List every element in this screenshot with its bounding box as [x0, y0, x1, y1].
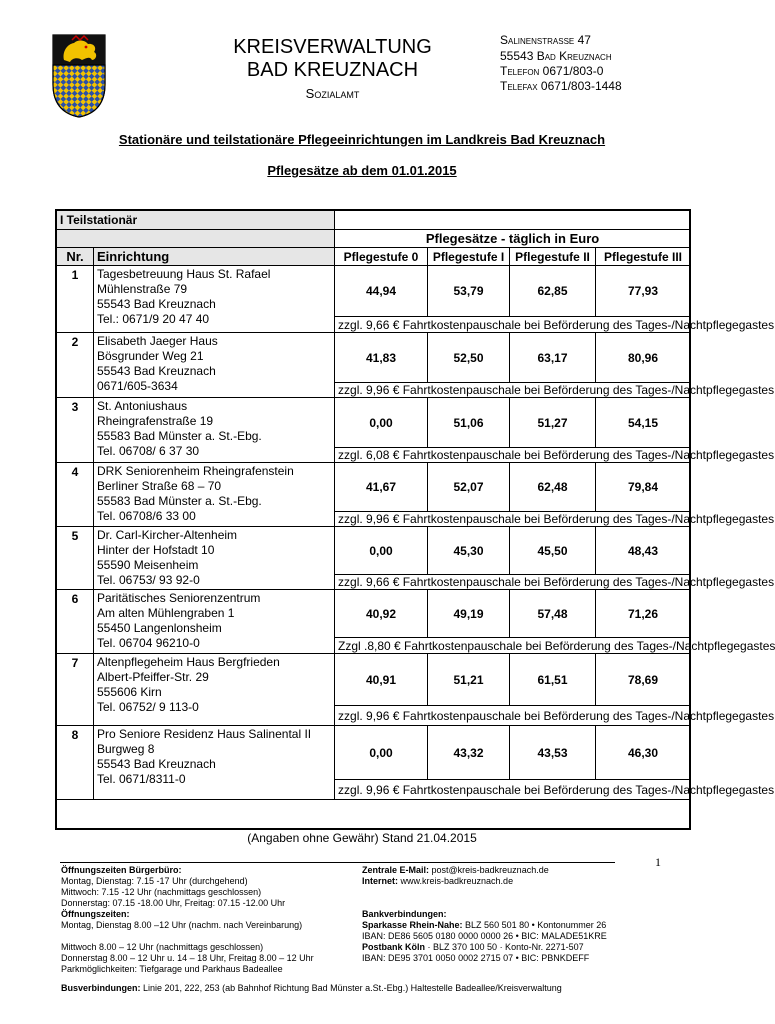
rate-stufe-3: 71,26 [596, 590, 691, 638]
footer-right-text: IBAN: DE86 5605 0180 0000 0000 26 • BIC: MALADE51KRE [362, 931, 607, 941]
department-name: Sozialamt [305, 86, 360, 101]
column-header-stufe-0: Pflegestufe 0 [335, 248, 428, 266]
facility-line: Berliner Straße 68 – 70 [97, 479, 222, 493]
footer-right-label: Zentrale E-Mail: [362, 865, 432, 875]
facility-line: Mühlenstraße 79 [97, 282, 188, 296]
facility-cell [94, 590, 335, 654]
table-row [57, 333, 691, 383]
rate-stufe-1: 49,19 [428, 590, 510, 638]
footer-contact-bank [362, 865, 662, 964]
rate-stufe-0: 0,00 [335, 527, 428, 575]
rate-stufe-2: 43,53 [510, 726, 596, 780]
facility-line: Tel. 06753/ 93 92-0 [97, 573, 200, 587]
facility-line: 0671/605-3634 [97, 379, 178, 393]
address-street: Salinenstraße 47 [500, 33, 591, 47]
footer-right-line [362, 865, 662, 876]
column-header-stufe-3: Pflegestufe III [596, 248, 691, 266]
column-header-nr: Nr. [57, 248, 94, 266]
transport-surcharge-note: zzgl. 9,96 € Fahrtkostenpauschale bei Beförderung des Tages-/Nachtpflegegastes [335, 706, 691, 726]
rate-stufe-3: 79,84 [596, 463, 691, 512]
row-number: 4 [57, 463, 94, 527]
page-number: 1 [655, 855, 661, 869]
authority-city: BAD KREUZNACH [246, 59, 419, 81]
rate-stufe-2: 62,85 [510, 266, 596, 317]
facility-line: Tel. 0671/8311-0 [97, 772, 186, 786]
footer-right-line [362, 920, 662, 931]
footer-right-line [362, 942, 662, 953]
row-number: 6 [57, 590, 94, 654]
rate-stufe-3: 54,15 [596, 398, 691, 448]
authority-name: KREISVERWALTUNG [233, 36, 432, 58]
facility-line: 55450 Langenlonsheim [97, 621, 222, 635]
rate-stufe-0: 40,92 [335, 590, 428, 638]
bus-label: Busverbindungen: [61, 983, 141, 993]
rates-group-header: Pflegesätze - täglich in Euro [335, 230, 691, 248]
rate-stufe-0: 0,00 [335, 726, 428, 780]
facility-line: Tel. 06752/ 9 113-0 [97, 700, 199, 714]
footer-left-line: Mittwoch 8.00 – 12 Uhr (nachmittags geschlossen) [61, 942, 264, 952]
rate-stufe-2: 57,48 [510, 590, 596, 638]
facility-line: Tel. 06708/ 6 37 30 [97, 444, 200, 458]
rate-stufe-3: 77,93 [596, 266, 691, 317]
footer-right-label: Sparkasse Rhein-Nahe: [362, 920, 466, 930]
footer-right-text: · BLZ 370 100 50 · Konto-Nr. 2271-507 [427, 942, 584, 952]
footer-left-line: Montag, Dienstag 8.00 –12 Uhr (nachm. nach Vereinbarung) [61, 920, 303, 930]
rate-stufe-1: 43,32 [428, 726, 510, 780]
facility-line: Rheingrafenstraße 19 [97, 414, 214, 428]
column-header-stufe-1: Pflegestufe I [428, 248, 510, 266]
rate-stufe-3: 46,30 [596, 726, 691, 780]
rate-stufe-0: 44,94 [335, 266, 428, 317]
transport-surcharge-note: zzgl. 6,08 € Fahrtkostenpauschale bei Beförderung des Tages-/Nachtpflegegastes [335, 448, 691, 463]
footer-right-line [362, 876, 662, 887]
facility-line: 55583 Bad Münster a. St.-Ebg. [97, 494, 262, 508]
facility-line: Dr. Carl-Kircher-Altenheim [97, 528, 238, 542]
footer-right-text: IBAN: DE95 3701 0050 0002 2715 07 • BIC: PBNKDEFF [362, 953, 590, 963]
footer-right-label: Postbank Köln [362, 942, 428, 952]
facility-line: 55583 Bad Münster a. St.-Ebg. [97, 429, 262, 443]
column-header-stufe-2: Pflegestufe II [510, 248, 596, 266]
rate-stufe-0: 0,00 [335, 398, 428, 448]
rate-stufe-2: 63,17 [510, 333, 596, 383]
facility-line: 55543 Bad Kreuznach [97, 757, 216, 771]
facility-line: Tel. 06704 96210-0 [97, 636, 200, 650]
facility-line: 555606 Kirn [97, 685, 162, 699]
table-row [57, 266, 691, 317]
table-row [57, 590, 691, 638]
facility-line: Burgweg 8 [97, 742, 155, 756]
address-fax: Telefax 0671/803-1448 [500, 79, 622, 93]
footer-left-line: Donnerstag: 07.15 -18.00 Uhr, Freitag: 07.15 -12.00 Uhr [61, 898, 286, 908]
facility-cell [94, 654, 335, 726]
row-number: 7 [57, 654, 94, 726]
facility-cell [94, 266, 335, 333]
table-row [57, 463, 691, 512]
rate-stufe-0: 41,83 [335, 333, 428, 383]
footer-bus [61, 983, 562, 994]
row-number: 5 [57, 527, 94, 590]
facility-line: Am alten Mühlengraben 1 [97, 606, 235, 620]
transport-surcharge-note: zzgl. 9,66 € Fahrtkostenpauschale bei Beförderung des Tages-/Nachtpflegegastes [335, 575, 691, 590]
rate-stufe-3: 48,43 [596, 527, 691, 575]
facility-cell [94, 726, 335, 800]
transport-surcharge-note: zzgl. 9,96 € Fahrtkostenpauschale bei Beförderung des Tages-/Nachtpflegegastes [335, 780, 691, 800]
transport-surcharge-note: zzgl. 9,96 € Fahrtkostenpauschale bei Beförderung des Tages-/Nachtpflegegastes [335, 383, 691, 398]
footer-right-line [362, 898, 662, 909]
header-spacer [57, 230, 335, 248]
table-row [57, 726, 691, 780]
rate-stufe-2: 45,50 [510, 527, 596, 575]
footer-left-line: Donnerstag 8.00 – 12 Uhr u. 14 – 18 Uhr, Freitag 8.00 – 12 Uhr [61, 953, 314, 963]
facility-line: Albert-Pfeiffer-Str. 29 [97, 670, 209, 684]
column-header-einrichtung: Einrichtung [94, 248, 335, 266]
facility-line: Tel.: 0671/9 20 47 40 [97, 312, 210, 326]
facility-line: Altenpflegeheim Haus Bergfrieden [97, 655, 280, 669]
footer-opening-hours [61, 865, 361, 975]
footer-right-line [362, 887, 662, 898]
footer-left-line: Mittwoch: 7.15 -12 Uhr (nachmittags geschlossen) [61, 887, 262, 897]
rate-stufe-1: 45,30 [428, 527, 510, 575]
facility-line: St. Antoniushaus [97, 399, 188, 413]
rate-stufe-1: 53,79 [428, 266, 510, 317]
row-number: 2 [57, 333, 94, 398]
coat-of-arms-logo [52, 34, 106, 118]
footer-left-line [61, 931, 361, 942]
document-subtitle: Pflegesätze ab dem 01.01.2015 [267, 163, 457, 178]
section-header-spacer [335, 211, 691, 230]
row-number: 1 [57, 266, 94, 333]
footer-right-line [362, 931, 662, 942]
facility-line: Tagesbetreuung Haus St. Rafael [97, 267, 271, 281]
table-row [57, 527, 691, 575]
footer-left-line: Öffnungszeiten Bürgerbüro: [61, 865, 182, 875]
table-row [57, 398, 691, 448]
rates-table [56, 210, 775, 800]
facility-cell [94, 398, 335, 463]
footer-right-text: www.kreis-badkreuznach.de [400, 876, 514, 886]
facility-cell [94, 527, 335, 590]
rate-stufe-1: 52,07 [428, 463, 510, 512]
facility-line: Pro Seniore Residenz Haus Salinental II [97, 727, 312, 741]
row-number: 8 [57, 726, 94, 800]
facility-line: Hinter der Hofstadt 10 [97, 543, 215, 557]
footer-right-label: Bankverbindungen: [362, 909, 447, 919]
table-row [57, 654, 691, 706]
rate-stufe-0: 40,91 [335, 654, 428, 706]
rate-stufe-3: 78,69 [596, 654, 691, 706]
footer-right-text: post@kreis-badkreuznach.de [431, 865, 549, 875]
footer-left-line: Öffnungszeiten: [61, 909, 130, 919]
transport-surcharge-note: zzgl. 9,96 € Fahrtkostenpauschale bei Beförderung des Tages-/Nachtpflegegastes [335, 512, 691, 527]
footer-right-line [362, 909, 662, 920]
footer-left-line: Montag, Dienstag: 7.15 -17 Uhr (durchgehend) [61, 876, 248, 886]
footer-right-text: BLZ 560 501 80 • Kontonummer 26 [465, 920, 607, 930]
facility-line: 55543 Bad Kreuznach [97, 364, 216, 378]
rate-stufe-2: 62,48 [510, 463, 596, 512]
footer-right-label: Internet: [362, 876, 401, 886]
facility-line: 55543 Bad Kreuznach [97, 297, 216, 311]
document-title: Stationäre und teilstationäre Pflegeeinrichtungen im Landkreis Bad Kreuznach [118, 132, 606, 147]
row-number: 3 [57, 398, 94, 463]
facility-line: Tel. 06708/6 33 00 [97, 509, 196, 523]
rate-stufe-2: 61,51 [510, 654, 596, 706]
footer-divider [60, 862, 615, 863]
facility-cell [94, 333, 335, 398]
facility-line: Elisabeth Jaeger Haus [97, 334, 218, 348]
section-header: I Teilstationär [57, 211, 335, 230]
rate-stufe-0: 41,67 [335, 463, 428, 512]
footer-right-line [362, 953, 662, 964]
facility-line: Paritätisches Seniorenzentrum [97, 591, 261, 605]
rate-stufe-1: 51,06 [428, 398, 510, 448]
transport-surcharge-note: zzgl. 9,66 € Fahrtkostenpauschale bei Beförderung des Tages-/Nachtpflegegastes [335, 317, 691, 333]
facility-cell [94, 463, 335, 527]
address-phone: Telefon 0671/803-0 [500, 64, 604, 78]
footer-left-line: Parkmöglichkeiten: Tiefgarage und Parkhaus Badeallee [61, 964, 283, 974]
rate-stufe-3: 80,96 [596, 333, 691, 383]
transport-surcharge-note: Zzgl .8,80 € Fahrtkostenpauschale bei Beförderung des Tages-/Nachtpflegegastes [335, 638, 691, 654]
rate-stufe-2: 51,27 [510, 398, 596, 448]
address-city: 55543 Bad Kreuznach [500, 49, 612, 63]
stand-note: (Angaben ohne Gewähr) Stand 21.04.2015 [247, 831, 477, 845]
rate-stufe-1: 52,50 [428, 333, 510, 383]
facility-line: Bösgrunder Weg 21 [97, 349, 204, 363]
bus-text: Linie 201, 222, 253 (ab Bahnhof Richtung Bad Münster a.St.-Ebg.) Haltestelle Badeallee/Kreisverwaltung [140, 983, 562, 993]
facility-line: 55590 Meisenheim [97, 558, 199, 572]
rate-stufe-1: 51,21 [428, 654, 510, 706]
facility-line: DRK Seniorenheim Rheingrafenstein [97, 464, 294, 478]
